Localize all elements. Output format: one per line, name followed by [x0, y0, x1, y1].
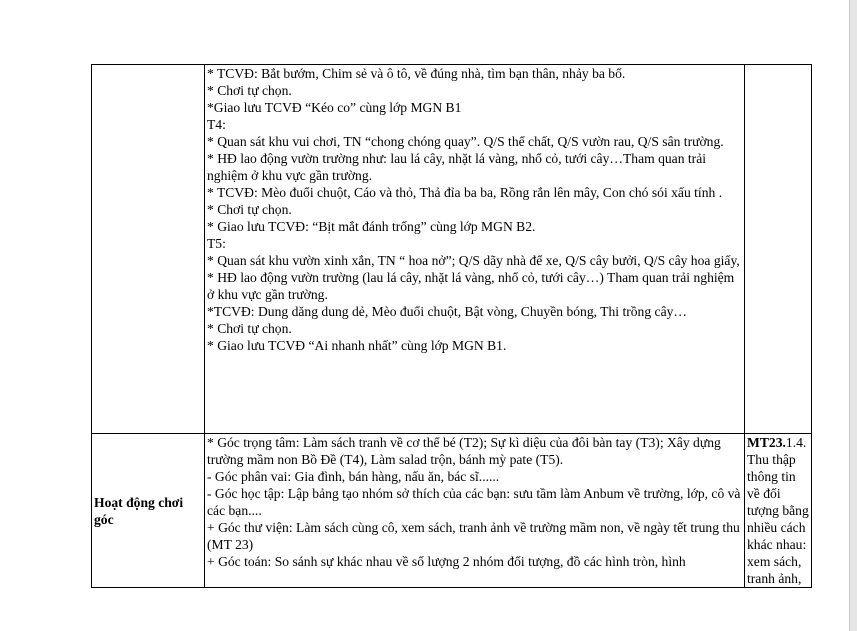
activity-label-cell [92, 65, 205, 434]
content-line: * HĐ lao động vườn trường (lau lá cây, nhặt lá vàng, nhổ cỏ, tưới cây…) Tham quan trải nghiệm ở khu vực gần trường. [207, 270, 735, 302]
activity-content-cell [205, 434, 745, 588]
goal-code: MT23. [747, 435, 786, 450]
content-line: * TCVĐ: Mèo đuổi chuột, Cáo và thỏ, Thả đỉa ba ba, Rồng rắn lên mây, Con chó sói xấu tính . [207, 185, 723, 200]
content-line: - Góc học tập: Lập bảng tạo nhóm sở thích của các bạn: sưu tầm làm Anbum về trường, lớp, cô và các bạn.... [207, 486, 741, 518]
content-line: * Chơi tự chọn. [207, 202, 292, 217]
content-line: T4: [207, 117, 226, 132]
goal-text: 1.4. Thu thập thông tin về đối tượng bằng nhiều cách khác nhau: xem sách, tranh ảnh, [747, 435, 809, 586]
content-line: * HĐ lao động vườn trường như: lau lá cây, nhặt lá vàng, nhổ cỏ, tưới cây…Tham quan trải nghiệm ở khu vực gần trường. [207, 151, 707, 183]
content-line: * Giao lưu TCVĐ “Ai nhanh nhất” cùng lớp MGN B1. [207, 338, 507, 353]
goal-cell [745, 434, 812, 588]
goal-cell [745, 65, 812, 434]
content-line: * Quan sát khu vườn xinh xắn, TN “ hoa nở”; Q/S dãy nhà để xe, Q/S cây bưởi, Q/S cây hoa giấy, [207, 253, 740, 268]
content-line: + Góc thư viện: Làm sách cùng cô, xem sách, tranh ảnh về trường mầm non, về ngày tết trung thu (MT 23) [207, 520, 740, 552]
table-row [92, 434, 812, 588]
content-line: * Chơi tự chọn. [207, 83, 292, 98]
table-row [92, 65, 812, 434]
content-line: * TCVĐ: Bắt bướm, Chim sẻ và ô tô, về đúng nhà, tìm bạn thân, nhảy ba bố. [207, 66, 626, 81]
content-line: *TCVĐ: Dung dăng dung dẻ, Mèo đuổi chuột, Bật vòng, Chuyền bóng, Thi trồng cây… [207, 304, 688, 319]
activity-content-cell [205, 65, 745, 434]
content-line: *Giao lưu TCVĐ “Kéo co” cùng lớp MGN B1 [207, 100, 462, 115]
plan-table [91, 64, 812, 588]
content-line: * Quan sát khu vui chơi, TN “chong chóng quay”. Q/S thể chất, Q/S vườn rau, Q/S sân trường. [207, 134, 724, 149]
content-line: T5: [207, 236, 226, 251]
content-line: * Góc trọng tâm: Làm sách tranh về cơ thể bé (T2); Sự kì diệu của đôi bàn tay (T3); Xây dựng trường mầm non Bồ Đề (T4), Làm salad trộn, bánh mỳ pate (T5). [207, 435, 721, 467]
content-line: - Góc phân vai: Gia đình, bán hàng, nấu ăn, bác sĩ...... [207, 469, 500, 484]
content-line: * Chơi tự chọn. [207, 321, 292, 336]
content-line: * Giao lưu TCVĐ: “Bịt mắt đánh trống” cùng lớp MGN B2. [207, 219, 536, 234]
activity-label-cell: Hoạt động chơi góc [92, 434, 205, 588]
content-line: + Góc toán: So sánh sự khác nhau về số lượng 2 nhóm đối tượng, đồ các hình tròn, hình [207, 554, 686, 569]
